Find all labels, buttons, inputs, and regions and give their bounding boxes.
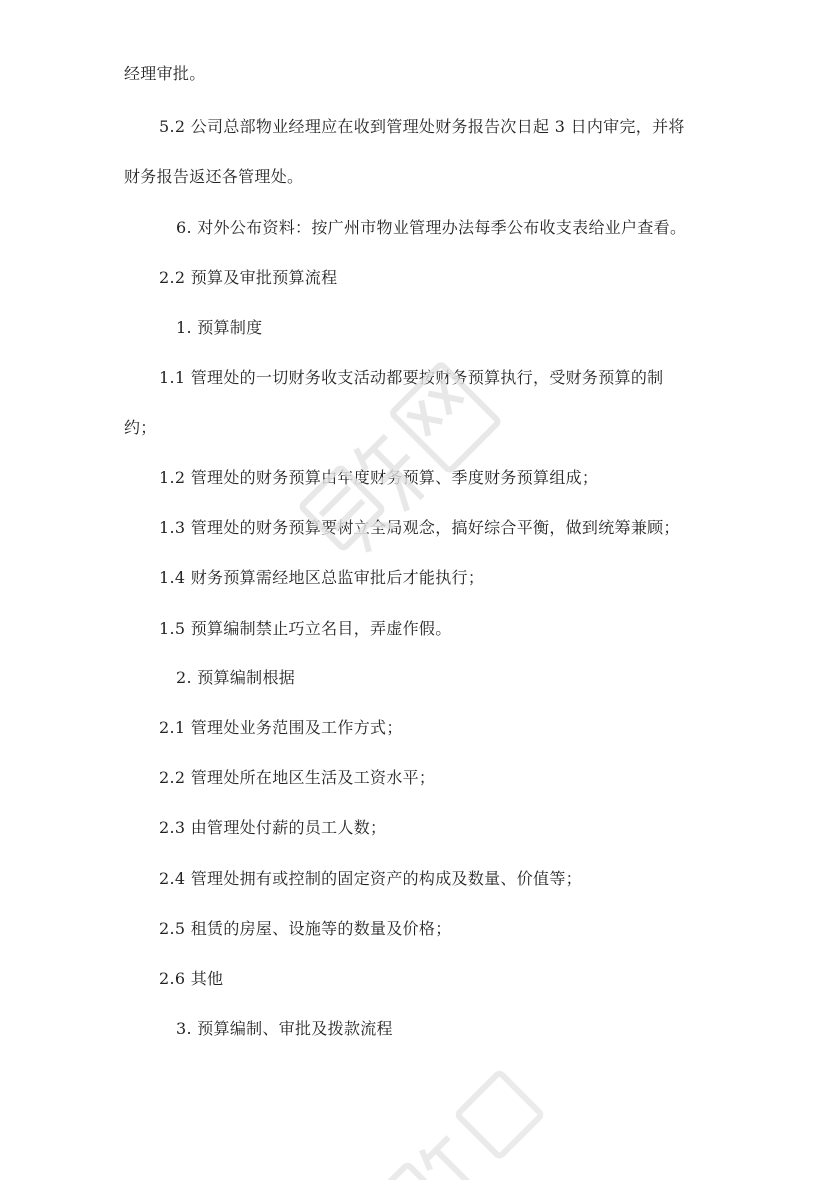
paragraph-line: 经理审批。: [124, 64, 206, 83]
paragraph-line: 1.5 预算编制禁止巧立名目，弄虚作假。: [159, 619, 452, 638]
list-item: 3. 预算编制、审批及拨款流程: [176, 1019, 393, 1038]
watermark-stamp: [250, 300, 550, 600]
section-heading: 2.2 预算及审批预算流程: [159, 268, 338, 287]
watermark-stamp: [300, 1040, 600, 1180]
paragraph-line: 2.4 管理处拥有或控制的固定资产的构成及数量、价值等；: [159, 869, 582, 888]
paragraph-line: 财务报告返还各管理处。: [124, 167, 304, 186]
paragraph-line: 1.1 管理处的一切财务收支活动都要按财务预算执行，受财务预算的制: [159, 368, 664, 387]
paragraph-line: 5.2 公司总部物业经理应在收到管理处财务报告次日起 3 日内审完，并将: [159, 117, 685, 136]
list-item: 2. 预算编制根据: [176, 668, 296, 687]
paragraph-line: 1.3 管理处的财务预算要树立全局观念，搞好综合平衡，做到统筹兼顾；: [159, 518, 680, 537]
paragraph-line: 2.5 租赁的房屋、设施等的数量及价格；: [159, 919, 452, 938]
list-item: 1. 预算制度: [176, 318, 263, 337]
paragraph-line: 2.6 其他: [159, 969, 224, 988]
paragraph-line: 1.2 管理处的财务预算由年度财务预算、季度财务预算组成；: [159, 468, 599, 487]
paragraph-line: 约；: [124, 418, 157, 437]
paragraph-line: 2.3 由管理处付薪的员工人数；: [159, 818, 387, 837]
paragraph-line: 2.1 管理处业务范围及工作方式；: [159, 718, 403, 737]
list-item: 6. 对外公布资料：按广州市物业管理办法每季公布收支表给业户查看。: [176, 218, 687, 237]
paragraph-line: 1.4 财务预算需经地区总监审批后才能执行；: [159, 568, 485, 587]
paragraph-line: 2.2 管理处所在地区生活及工资水平；: [159, 768, 436, 787]
